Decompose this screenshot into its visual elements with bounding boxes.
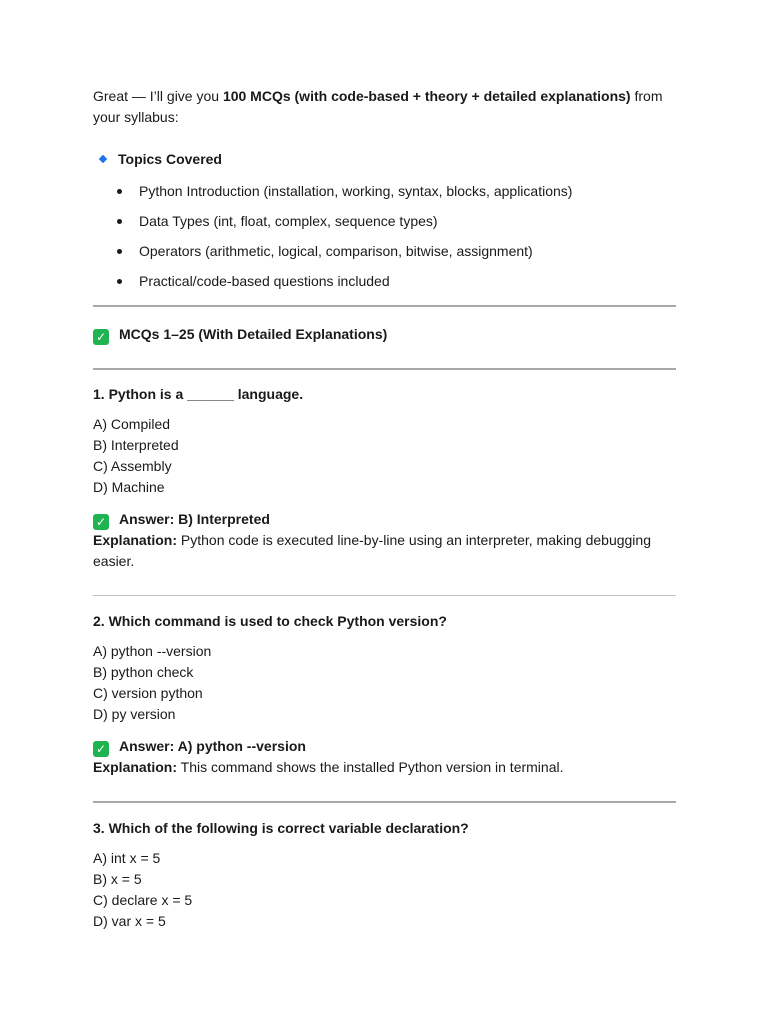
question-title: 1. Python is a ______ language. [93, 386, 304, 402]
topic-text: Operators (arithmetic, logical, comparison, bitwise, assignment) [139, 243, 533, 259]
option-d: D) Machine [93, 479, 165, 495]
question-title: 3. Which of the following is correct variable declaration? [93, 820, 469, 836]
question-title: 2. Which command is used to check Python version? [93, 613, 447, 629]
explanation-text: This command shows the installed Python version in terminal. [177, 759, 564, 775]
options-list [93, 641, 676, 725]
option-b: B) x = 5 [93, 871, 142, 887]
intro-bold: 100 MCQs (with code-based + theory + detailed explanations) [222, 88, 631, 104]
options-list [93, 848, 676, 932]
topics-heading-row [93, 148, 676, 170]
explanation-label: Explanation: [93, 532, 178, 548]
diamond-bullet-icon [99, 155, 107, 163]
intro-paragraph [93, 86, 676, 128]
answer-text: Answer: B) Interpreted [119, 511, 270, 527]
explanation [93, 530, 676, 572]
list-item [93, 236, 676, 266]
question-1 [93, 384, 676, 572]
bullet-icon [117, 219, 122, 224]
option-a: A) python --version [93, 643, 212, 659]
option-a: A) Compiled [93, 416, 171, 432]
divider [93, 595, 676, 596]
option-c: C) Assembly [93, 458, 172, 474]
divider [93, 368, 676, 370]
answer-row [93, 509, 676, 530]
option-c: C) version python [93, 685, 203, 701]
answer-text: Answer: A) python --version [119, 738, 306, 754]
topic-text: Data Types (int, float, complex, sequence types) [139, 213, 438, 229]
bullet-icon [117, 189, 122, 194]
list-item [93, 266, 676, 296]
section-title: MCQs 1–25 (With Detailed Explanations) [119, 326, 388, 342]
option-c: C) declare x = 5 [93, 892, 193, 908]
question-3 [93, 818, 676, 932]
option-d: D) py version [93, 706, 176, 722]
answer-row [93, 736, 676, 757]
option-a: A) int x = 5 [93, 850, 161, 866]
option-b: B) Interpreted [93, 437, 179, 453]
question-2 [93, 611, 676, 778]
check-mark-icon: ✓ [93, 741, 109, 757]
option-d: D) var x = 5 [93, 913, 166, 929]
option-b: B) python check [93, 664, 194, 680]
topics-section [93, 138, 676, 296]
topic-text: Practical/code-based questions included [139, 273, 390, 289]
intro-suffix: from your syllabus: [93, 88, 663, 125]
divider [93, 305, 676, 307]
section-heading-row [93, 324, 676, 345]
explanation-label: Explanation: [93, 759, 178, 775]
divider [93, 801, 676, 803]
intro-prefix: Great — I’ll give you [93, 88, 223, 104]
bullet-icon [117, 279, 122, 284]
check-mark-icon: ✓ [93, 514, 109, 530]
explanation [93, 757, 676, 778]
bullet-icon [117, 249, 122, 254]
check-mark-icon: ✓ [93, 329, 109, 345]
list-item [93, 206, 676, 236]
topics-list [93, 176, 676, 296]
topic-text: Python Introduction (installation, working, syntax, blocks, applications) [139, 183, 573, 199]
list-item [93, 176, 676, 206]
options-list [93, 414, 676, 498]
explanation-text: Python code is executed line-by-line using an interpreter, making debugging easier. [93, 532, 651, 569]
topics-heading: Topics Covered [118, 150, 222, 167]
